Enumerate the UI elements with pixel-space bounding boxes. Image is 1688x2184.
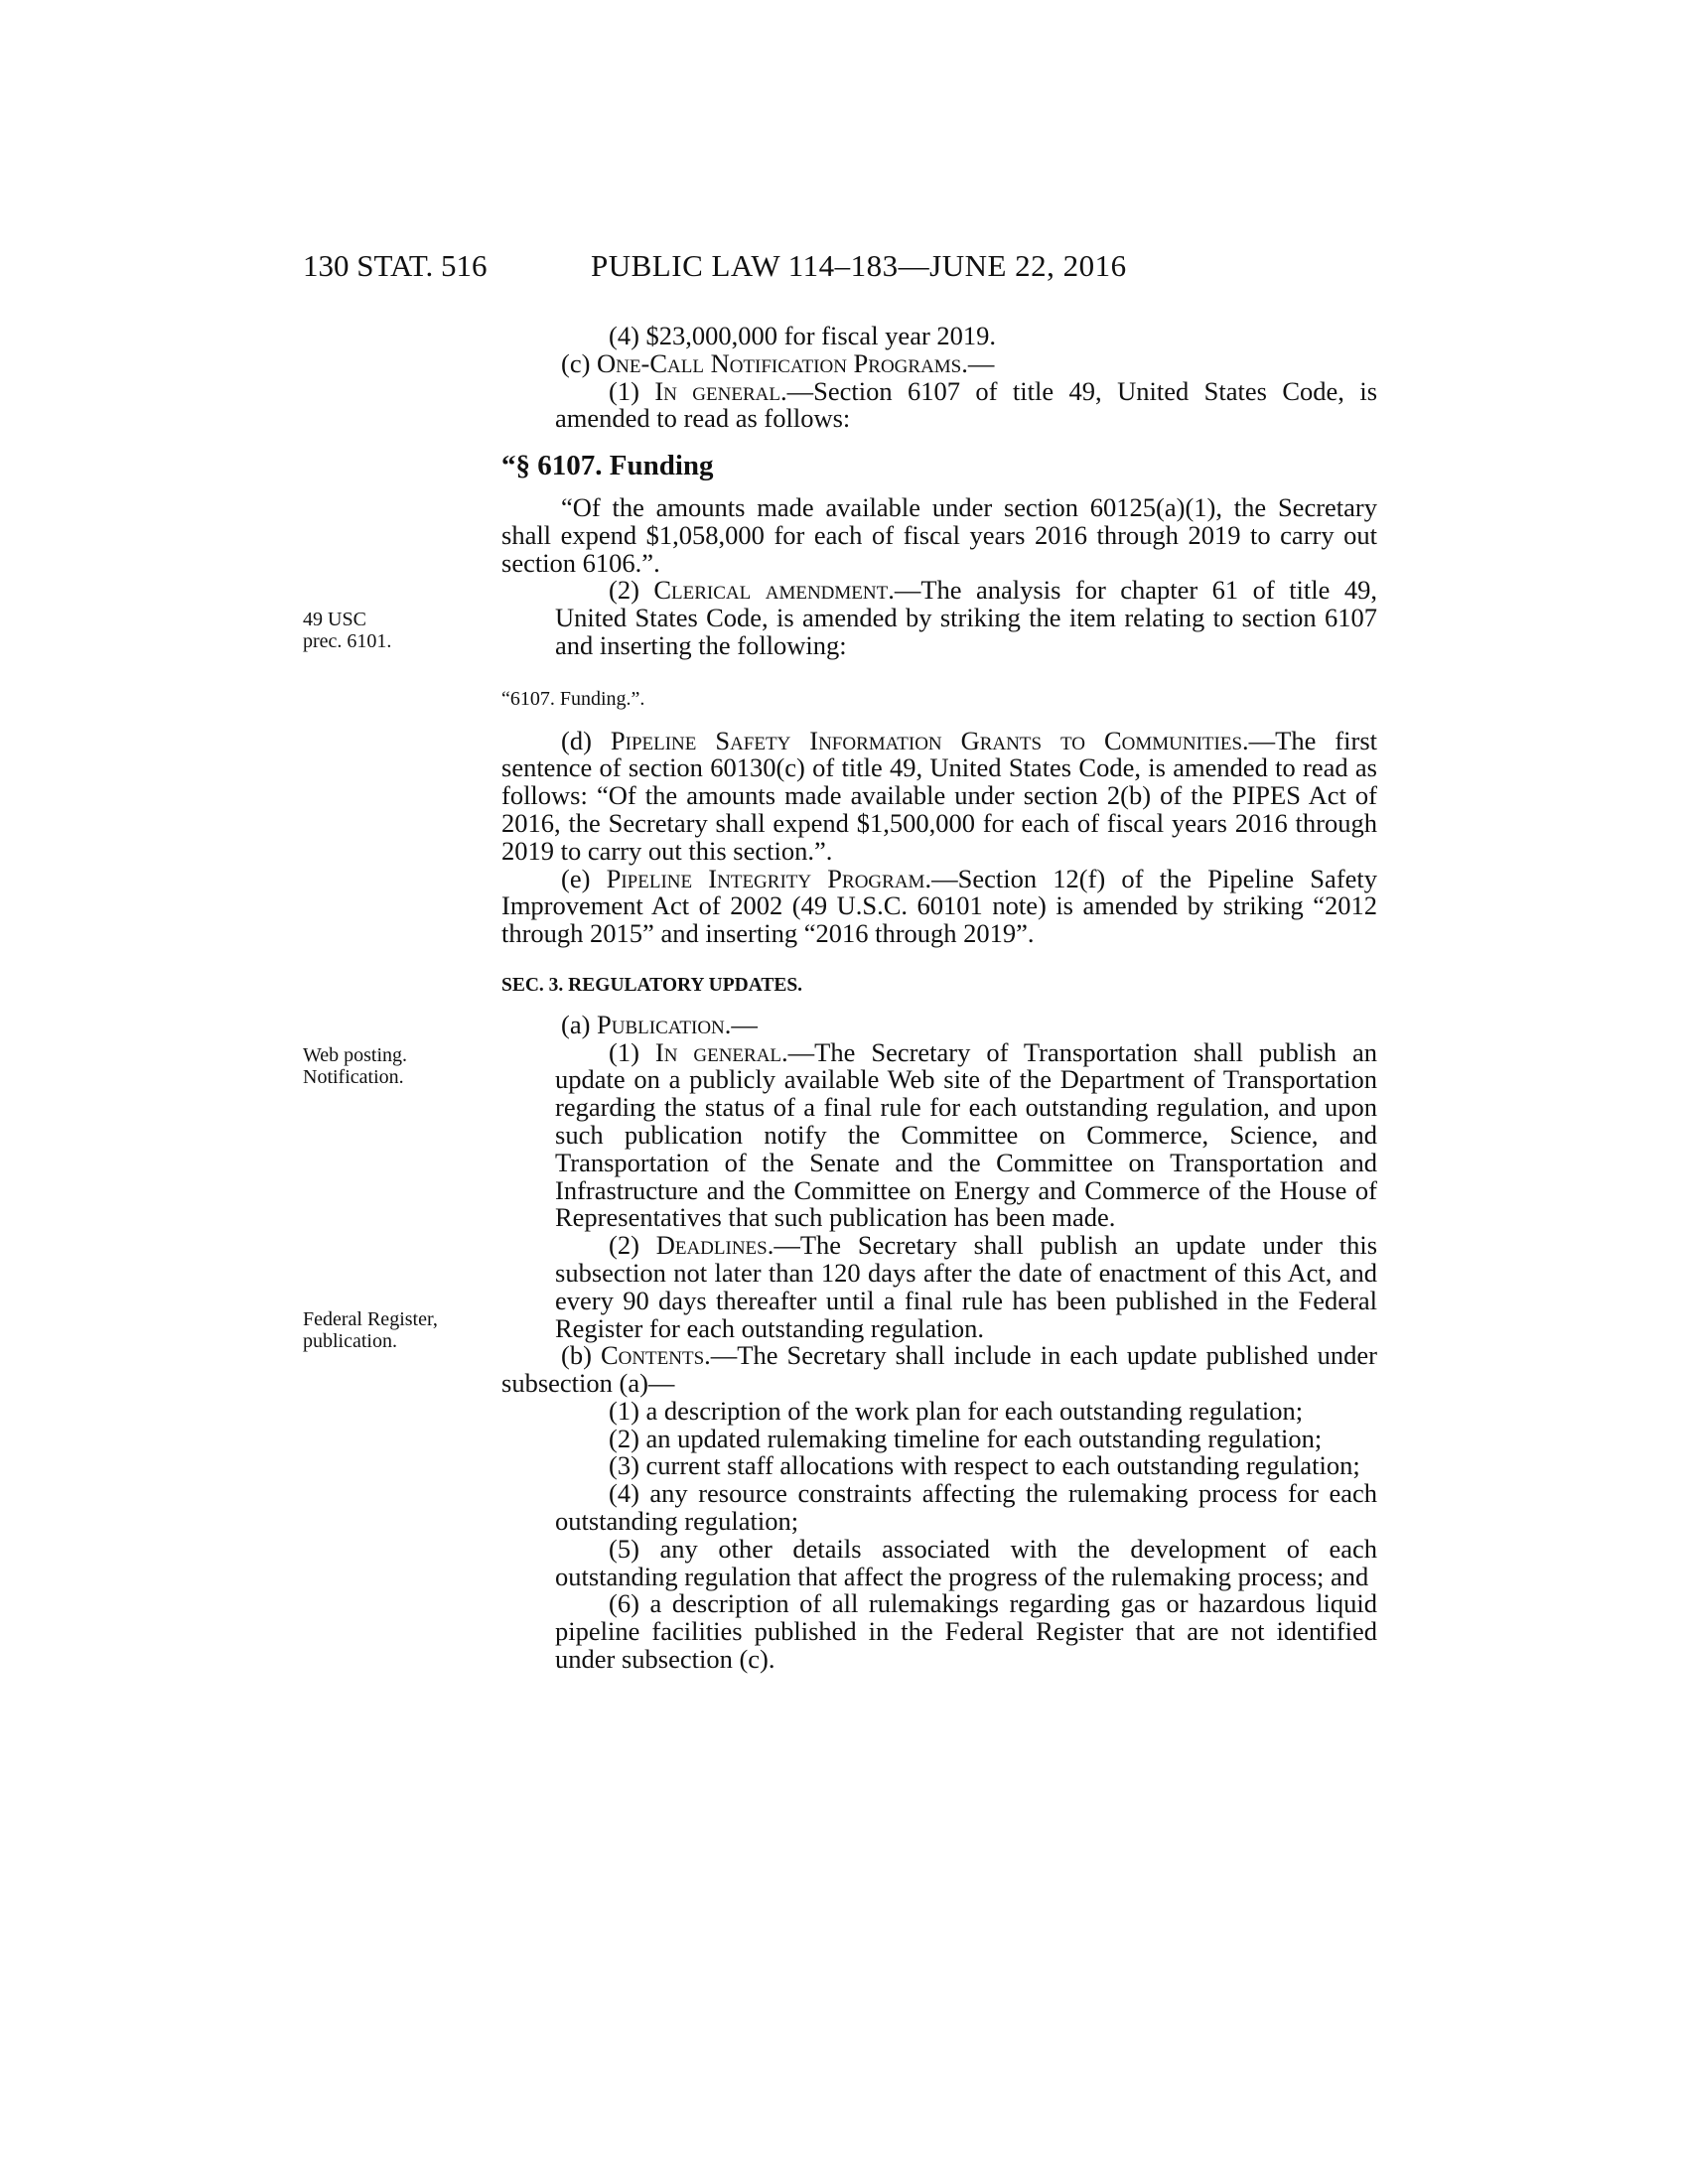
paragraph-a1: [501, 1036, 1377, 1233]
paragraph-b6: (6) a description of all rulemakings regarding gas or hazardous liquid pipeline facilities published in the Federal Register that are not identified under subsection (c).: [555, 1588, 1377, 1675]
paragraph-number: (2): [609, 1230, 656, 1261]
paragraph-heading: In general: [654, 375, 780, 406]
subsection-b: [501, 1342, 1377, 1398]
section-6107-heading: “§ 6107. Funding: [501, 450, 714, 482]
paragraph-number: (1): [609, 375, 655, 406]
subsection-number: (e): [561, 863, 607, 893]
paragraph-b1: (1) a description of the work plan for each outstanding regulation;: [609, 1395, 1304, 1426]
paragraph-text: .—Section 6107 of title 49, United States Code, is amended to read as follows:: [555, 375, 1378, 434]
margin-note-line: publication.: [303, 1330, 397, 1352]
paragraph-c2: [501, 577, 1377, 659]
subsection-number: (a): [561, 1009, 598, 1039]
subsection-heading: Pipeline Safety Information Grants to Communities: [610, 725, 1243, 755]
margin-note-line: Federal Register,: [303, 1308, 438, 1330]
subsection-text: .—The first sentence of section 60130(c) of title 49, United States Code, is amended to read as follows: “Of the amounts made available under section 2(b) of the PIPES Act of 2016, the Secretary shall expend $1,500,000 for each of fiscal years 2016 through 2019 to carry out this section.”.: [501, 725, 1377, 866]
paragraph-b3: (3) current staff allocations with respect to each outstanding regulation;: [609, 1450, 1360, 1481]
subsection-number: (b): [561, 1340, 601, 1371]
subsection-heading: Pipeline Integrity Program: [606, 863, 925, 893]
section-6107-text: “Of the amounts made available under section 60125(a)(1), the Secretary shall expend $1,058,000 for each of fiscal years 2016 through 2019 to carry out section 6106.”.: [501, 491, 1377, 578]
stat-page-number: 130 STAT. 516: [303, 248, 488, 283]
margin-note-line: Notification.: [303, 1066, 404, 1088]
subsection-number: (d): [561, 725, 611, 755]
paragraph-b2: (2) an updated rulemaking timeline for each outstanding regulation;: [609, 1423, 1323, 1453]
section-3-heading: SEC. 3. REGULATORY UPDATES.: [501, 974, 803, 996]
paragraph-heading: Deadlines: [655, 1230, 768, 1261]
subsection-text: .—The Secretary shall include in each update published under subsection (a)—: [501, 1340, 1378, 1399]
running-header-title: PUBLIC LAW 114–183—JUNE 22, 2016: [591, 248, 1127, 283]
paragraph-a2: [501, 1232, 1377, 1342]
paragraph-text: .—The analysis for chapter 61 of title 49, United States Code, is amended by striking the item relating to section 6107 and inserting the following:: [555, 575, 1377, 660]
table-of-contents-item: “6107. Funding.”.: [501, 687, 645, 710]
paragraph-text: .—The Secretary of Transportation shall publish an update on a publicly available Web site of the Department of Transportation regarding the status of a final rule for each outstanding regulation, and upon such publication notify the Committee on Commerce, Science, and Transportation of the Senate and the Committee on Transportation and Infrastructure and the Committee on Energy and Commerce of the House of Representatives that such publication has been made.: [555, 1036, 1377, 1233]
paragraph-heading: Clerical amendment: [653, 575, 889, 606]
subsection-heading: One-Call Notification Programs: [597, 347, 962, 378]
paragraph-number: (1): [609, 1036, 655, 1067]
paragraph-text: .—The Secretary shall publish an update under this subsection not later than 120 days after the date of enactment of this Act, and every 90 days thereafter until a final rule has been published in the Federal Register for each outstanding regulation.: [555, 1230, 1378, 1343]
margin-note-usc: [303, 609, 391, 652]
subsection-text: .—: [961, 347, 995, 378]
margin-note-federal-register: [303, 1308, 438, 1352]
subsection-e: [501, 863, 1377, 949]
margin-note-web-posting: [303, 1044, 407, 1088]
subsection-c: [501, 347, 1377, 378]
margin-note-line: 49 USC: [303, 609, 366, 630]
subsection-text: .—Section 12(f) of the Pipeline Safety Improvement Act of 2002 (49 U.S.C. 60101 note) is amended by striking “2012 through 2015” and inserting “2016 through 2019”.: [501, 863, 1377, 949]
paragraph-heading: In general: [654, 1036, 782, 1067]
subsection-d: [501, 725, 1377, 866]
paragraph-4-fy2019: (4) $23,000,000 for fiscal year 2019.: [609, 321, 997, 350]
paragraph-c1: [501, 375, 1378, 434]
paragraph-b4: (4) any resource constraints affecting the rulemaking process for each outstanding regulation;: [555, 1478, 1377, 1537]
document-body: [501, 323, 1377, 1674]
subsection-number: (c): [561, 347, 598, 378]
margin-note-line: Web posting.: [303, 1044, 408, 1066]
margin-note-line: prec. 6101.: [303, 630, 392, 652]
subsection-heading: Contents: [600, 1340, 705, 1371]
subsection-heading: Publication: [597, 1009, 725, 1039]
subsection-text: .—: [724, 1009, 758, 1039]
subsection-a: [501, 1009, 1377, 1039]
paragraph-number: (2): [609, 575, 654, 606]
paragraph-b5: (5) any other details associated with the development of each outstanding regulation that affect the progress of the rulemaking process; and: [555, 1533, 1377, 1591]
